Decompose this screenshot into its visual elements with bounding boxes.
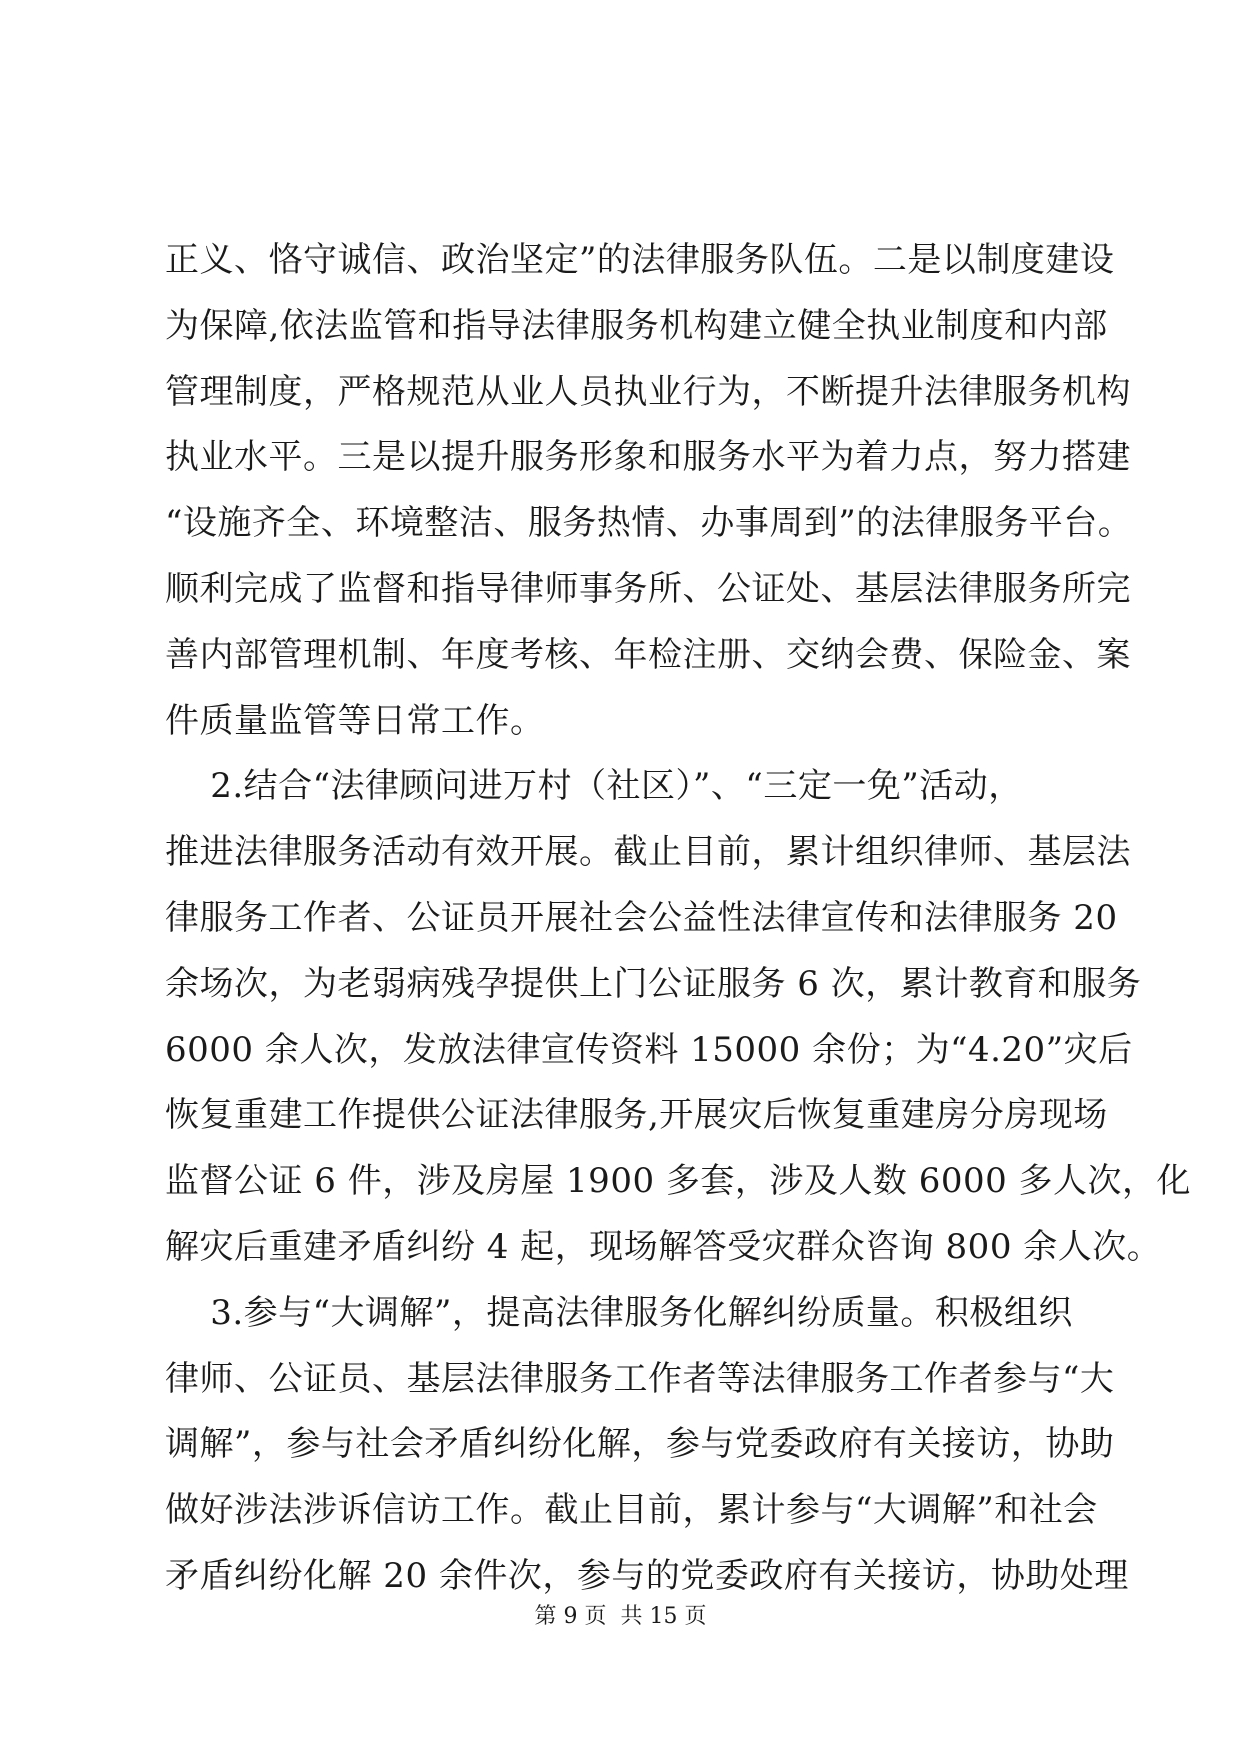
document-body	[165, 228, 1192, 1610]
text-line: 做好涉法涉诉信访工作。截止目前，累计参与“大调解”和社会	[165, 1490, 1098, 1531]
text-line: 调解”，参与社会矛盾纠纷化解，参与党委政府有关接访，协助	[165, 1424, 1115, 1465]
text-line: “设施齐全、环境整洁、服务热情、办事周到”的法律服务平台。	[165, 503, 1133, 544]
text-line: 管理制度，严格规范从业人员执业行为，不断提升法律服务机构	[165, 371, 1131, 412]
text-line: 顺利完成了监督和指导律师事务所、公证处、基层法律服务所完	[165, 568, 1131, 609]
text-line: 矛盾纠纷化解 20 余件次，参与的党委政府有关接访，协助处理	[165, 1555, 1129, 1596]
text-line: 监督公证 6 件，涉及房屋 1900 多套，涉及人数 6000 多人次，化	[165, 1161, 1192, 1202]
text-line: 律师、公证员、基层法律服务工作者等法律服务工作者参与“大	[165, 1358, 1115, 1399]
text-line: 2.结合“法律顾问进万村（社区）”、“三定一免”活动，	[165, 766, 1023, 807]
text-line: 为保障,依法监管和指导法律服务机构建立健全执业制度和内部	[165, 305, 1108, 346]
text-line: 善内部管理机制、年度考核、年检注册、交纳会费、保险金、案	[165, 634, 1131, 675]
text-line: 件质量监管等日常工作。	[165, 700, 545, 741]
page-number-label: 第 9 页 共 15 页	[534, 1604, 707, 1629]
text-line: 3.参与“大调解”，提高法律服务化解纠纷质量。积极组织	[165, 1292, 1073, 1333]
text-line: 正义、恪守诚信、政治坚定”的法律服务队伍。二是以制度建设	[165, 240, 1115, 280]
text-line: 解灾后重建矛盾纠纷 4 起，现场解答受灾群众咨询 800 余人次。	[165, 1226, 1162, 1267]
text-line: 律服务工作者、公证员开展社会公益性法律宣传和法律服务 20	[165, 897, 1118, 938]
text-line: 恢复重建工作提供公证法律服务,开展灾后恢复重建房分房现场	[165, 1095, 1108, 1136]
text-line: 推进法律服务活动有效开展。截止目前，累计组织律师、基层法	[165, 832, 1131, 873]
text-line: 6000 余人次，发放法律宣传资料 15000 余份；为“4.20”灾后	[165, 1029, 1133, 1070]
page-footer	[0, 1602, 1241, 1632]
text-line: 执业水平。三是以提升服务形象和服务水平为着力点，努力搭建	[165, 437, 1131, 478]
text-line: 余场次，为老弱病残孕提供上门公证服务 6 次，累计教育和服务	[165, 963, 1142, 1004]
